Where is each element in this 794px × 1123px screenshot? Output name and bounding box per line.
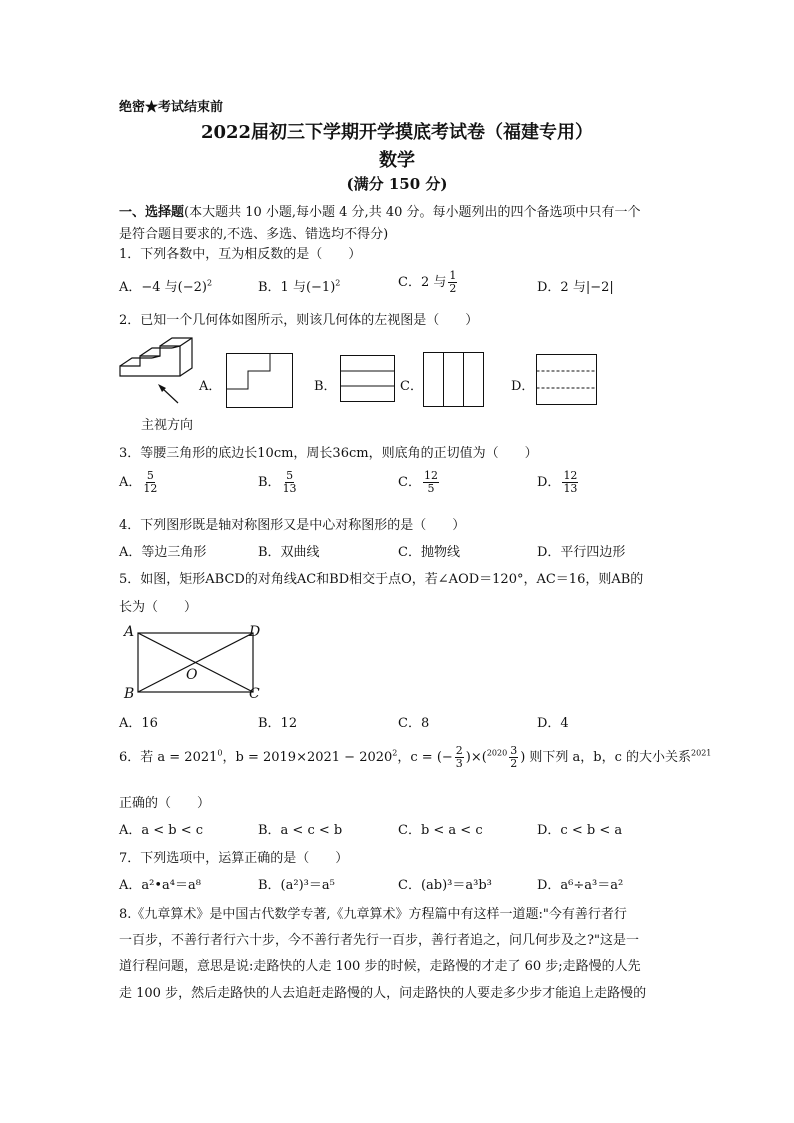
point-a-label: A: [124, 624, 135, 640]
q6-sup-b: 2: [392, 748, 398, 758]
q2-stem: 2．已知一个几何体如图所示，则该几何体的左视图是（ ）: [119, 313, 479, 328]
q3-a-label: A．: [119, 475, 142, 490]
q4-option-a: A．等边三角形: [119, 545, 207, 560]
q2-label-c: C．: [400, 379, 423, 394]
point-o-label: O: [186, 667, 198, 683]
q1-option-c: [398, 270, 459, 295]
view-direction-label: 主视方向: [141, 418, 194, 433]
q6-part-b: ，b = 2019×2021 − 2020: [222, 750, 393, 765]
q6-sup-c1: 2020: [486, 748, 508, 758]
page-title: 2022届初三下学期开学摸底考试卷（福建专用）: [200, 122, 594, 143]
q3-option-c: [398, 470, 441, 495]
q3-c-num: 12: [423, 469, 438, 482]
q1-c-text: C．2 与: [398, 275, 447, 290]
q7-option-c: C．(ab)³＝a³b³: [398, 878, 492, 893]
q3-d-den: 13: [563, 482, 578, 495]
q1-a-sup: 2: [207, 278, 213, 288]
q5-stem-line1: 5．如图，矩形ABCD的对角线AC和BD相交于点O，若∠AOD＝120°，AC＝16，则AB的: [119, 572, 644, 587]
q3-a-num: 5: [146, 469, 154, 482]
q3-c-den: 5: [427, 482, 435, 495]
q1-c-num: 1: [449, 269, 457, 282]
q2-option-c-figure[interactable]: [423, 352, 485, 408]
q1-b-text: B．1 与(−1): [258, 280, 336, 295]
q2-label-b: B．: [314, 379, 337, 394]
q8-line1: 8.《九章算术》是中国古代数学专著,《九章算术》方程篇中有这样一道题:"今有善行者行: [119, 907, 627, 922]
q5-option-d: D．4: [537, 716, 569, 731]
q1-c-den: 2: [449, 282, 457, 295]
q4-option-b: B．双曲线: [258, 545, 320, 560]
q8-line3: 道行程问题，意思是说:走路快的人走 100 步的时候，走路慢的才走了 60 步;走路慢的人先: [119, 959, 641, 974]
q3-option-b: [258, 470, 299, 495]
section-heading: [119, 201, 641, 220]
q6-stem-line2: 正确的（ ）: [119, 796, 211, 811]
q3-stem: 3．等腰三角形的底边长10cm，周长36cm，则底角的正切值为（ ）: [119, 446, 538, 461]
q5-option-c: C．8: [398, 716, 430, 731]
secret-label: 绝密★考试结束前: [119, 100, 224, 115]
q6-part-end: ) 则下列 a，b，c 的大小关系: [520, 750, 692, 765]
q7-option-a: A．a²•a⁴＝a⁸: [119, 878, 201, 893]
q4-option-c: C．抛物线: [398, 545, 460, 560]
q3-d-label: D．: [537, 475, 561, 490]
point-b-label: B: [124, 686, 135, 702]
q3-option-d: [537, 470, 580, 495]
q5-option-a: A．16: [119, 716, 158, 731]
q8-line2: 一百步，不善行者行六十步，今不善行者先行一百步，善行者追之，问几何步及之?"这是一: [119, 933, 639, 948]
q6-part-c: ，c = (−: [397, 750, 453, 765]
point-c-label: C: [249, 686, 260, 702]
q6-option-d: D．c < b < a: [537, 823, 623, 838]
q2-label-a: A．: [199, 379, 222, 394]
q3-b-num: 5: [286, 469, 294, 482]
q1-option-b: [258, 276, 340, 295]
subject-title: 数学: [379, 150, 415, 171]
q3-b-label: B．: [258, 475, 281, 490]
q6-stem: [119, 745, 711, 770]
q6-sup-a: 0: [217, 748, 223, 758]
q5-option-b: B．12: [258, 716, 298, 731]
q4-stem: 4．下列图形既是轴对称图形又是中心对称图形的是（ ）: [119, 518, 466, 533]
solid-figure: [118, 336, 208, 416]
q7-stem: 7．下列选项中，运算正确的是（ ）: [119, 851, 349, 866]
q5-stem-line2: 长为（ ）: [119, 600, 198, 615]
rectangle-diagram: [120, 624, 270, 704]
q2-option-d-figure[interactable]: [536, 354, 598, 406]
q4-option-d: D．平行四边形: [537, 545, 626, 560]
point-d-label: D: [249, 624, 261, 640]
q8-line4: 走 100 步，然后走路快的人去追赶走路慢的人，问走路快的人要走多少步才能追上走路慢的: [119, 986, 647, 1001]
q6-part-a: 6．若 a = 2021: [119, 750, 218, 765]
q6-option-a: A．a < b < c: [119, 823, 204, 838]
section-heading-rest: (本大题共 10 小题,每小题 4 分,共 40 分。每小题列出的四个备选项中只有一个: [184, 205, 641, 220]
q2-label-d: D．: [511, 379, 535, 394]
section-heading-bold: 一、选择题: [119, 205, 185, 220]
q6-option-b: B．a < c < b: [258, 823, 343, 838]
q6-option-c: C．b < a < c: [398, 823, 483, 838]
q3-b-den: 13: [282, 482, 297, 495]
q3-option-a: [119, 470, 159, 495]
q1-option-a: [119, 276, 212, 295]
q7-option-d: D．a⁶÷a³＝a²: [537, 878, 624, 893]
q7-option-b: B．(a²)³＝a⁵: [258, 878, 335, 893]
q6-sup-c2: 2021: [691, 748, 712, 758]
section-heading-line2: 是符合题目要求的,不选、多选、错选均不得分): [119, 227, 389, 242]
q3-c-label: C．: [398, 475, 421, 490]
q1-option-d: D．2 与|−2|: [537, 280, 614, 295]
q1-b-sup: 2: [335, 278, 341, 288]
q2-option-b-figure[interactable]: [340, 355, 396, 403]
q1-a-text: A．−4 与(−2): [119, 280, 207, 295]
q1-stem: 1．下列各数中，互为相反数的是（ ）: [119, 247, 362, 262]
score-label: (满分 150 分): [346, 175, 448, 193]
q6-c2-den: 2: [510, 757, 518, 770]
q3-d-num: 12: [563, 469, 578, 482]
q6-c2-num: 3: [510, 744, 518, 757]
q6-c1-num: 2: [455, 744, 463, 757]
q6-times: )×(: [465, 750, 487, 765]
q3-a-den: 12: [143, 482, 158, 495]
q2-option-a-figure[interactable]: [226, 353, 294, 409]
q6-c1-den: 3: [455, 757, 463, 770]
